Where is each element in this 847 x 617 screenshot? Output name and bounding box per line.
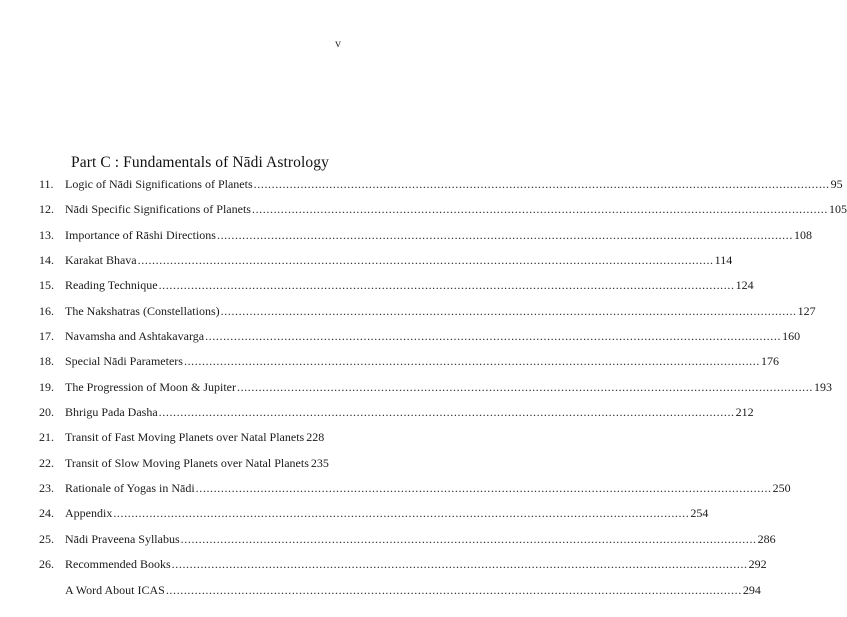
toc-entry [39, 430, 325, 456]
toc-entry-page: 286 [757, 531, 776, 546]
toc-entry-number: 20. [39, 405, 54, 420]
dot-leader: ................................................................................................................................................................ [165, 582, 742, 597]
toc-entry [39, 202, 847, 228]
toc-entry-title: Nādi Specific Significations of Planets [65, 202, 251, 217]
toc-entry-title: Nādi Praveena Syllabus [65, 531, 180, 546]
toc-entry-number: 17. [39, 329, 54, 344]
dot-leader: ................................................................................................................................................................ [236, 379, 813, 394]
toc-entry-title: Importance of Rāshi Directions [65, 227, 216, 242]
toc-entry-title: Transit of Slow Moving Planets over Natal Planets [65, 455, 309, 470]
toc-entry-page: 254 [690, 506, 709, 521]
toc-entry-page: 228 [306, 430, 325, 445]
dot-leader: ................................................................................................................................................................ [195, 481, 772, 496]
dot-leader: ................................................................................................................................................................ [137, 253, 714, 268]
toc-entry-number: 23. [39, 481, 54, 496]
toc-entry [39, 481, 791, 507]
toc-entry-page: 176 [760, 354, 779, 369]
toc-entry-number: 11. [39, 177, 54, 191]
toc-entry-page: 212 [735, 405, 754, 420]
toc-entry-title: Transit of Fast Moving Planets over Natal Planets [65, 430, 305, 445]
toc-entry-number: 22. [39, 455, 54, 470]
toc-entry [39, 506, 709, 532]
toc-entry-page: 250 [772, 481, 791, 496]
dot-leader: ................................................................................................................................................................ [216, 227, 793, 242]
toc-entry-title: Bhrigu Pada Dasha [65, 405, 158, 420]
toc-entry-page: 95 [830, 177, 843, 191]
dot-leader: ................................................................................................................................................................ [180, 531, 757, 546]
dot-leader: ................................................................................................................................................................ [251, 202, 828, 217]
toc-entry-title: A Word About ICAS [65, 582, 165, 597]
toc-entry [39, 227, 812, 254]
dot-leader: ................................................................................................................................................................ [158, 278, 735, 293]
dot-leader: ................................................................................................................................................................ [158, 405, 735, 420]
dot-leader: ................................................................................................................................................................ [171, 557, 748, 572]
dot-leader: ................................................................................................................................................................ [183, 354, 760, 369]
toc-entry-number: 25. [39, 531, 54, 546]
page-marker: v [335, 36, 341, 50]
toc-entry-title: Logic of Nādi Significations of Planets [65, 177, 253, 191]
toc-entry-number: 13. [39, 227, 54, 242]
toc-entry [39, 531, 776, 558]
toc-entry-page: 235 [310, 455, 329, 470]
toc-entry [39, 177, 843, 203]
toc-entry-page: 193 [813, 379, 832, 394]
toc-entry-number: 21. [39, 430, 54, 445]
toc-entry-page: 124 [735, 278, 754, 293]
toc-entry-title: Reading Technique [65, 278, 158, 293]
toc-entry-title: Navamsha and Ashtakavarga [65, 329, 205, 344]
toc-entry-page: 160 [782, 329, 801, 344]
dot-leader: ................................................................................................................................................................ [205, 329, 782, 344]
toc-entry [39, 354, 779, 380]
toc-entry-page: 292 [748, 557, 767, 572]
toc-entry-title: The Nakshatras (Constellations) [65, 303, 220, 318]
toc-entry [39, 253, 733, 279]
toc-entry-page: 105 [828, 202, 847, 217]
toc-entry-page: 108 [793, 227, 812, 242]
toc-entry [39, 278, 754, 304]
toc-entry-page: 114 [714, 253, 733, 268]
toc-entry-title: Special Nādi Parameters [65, 354, 183, 369]
toc-entry-page: 294 [742, 582, 761, 597]
toc-entry [39, 455, 329, 482]
toc-entry-title: Karakat Bhava [65, 253, 137, 268]
toc-entry-number: 14. [39, 253, 54, 268]
toc-entry-number: 16. [39, 303, 54, 318]
toc-entry-number: 26. [39, 557, 54, 572]
table-of-contents [39, 177, 847, 609]
part-title: Part C : Fundamentals of Nādi Astrology [71, 154, 329, 171]
toc-entry-title: The Progression of Moon & Jupiter [65, 379, 236, 394]
toc-entry-number: 18. [39, 354, 54, 369]
toc-entry [39, 582, 761, 609]
toc-entry-title: Rationale of Yogas in Nādi [65, 481, 195, 496]
toc-entry [39, 557, 767, 583]
toc-entry [39, 329, 801, 355]
toc-entry-number: 15. [39, 278, 54, 293]
toc-entry [39, 405, 754, 431]
toc-entry-title: Appendix [65, 506, 113, 521]
toc-entry-number: 19. [39, 379, 54, 394]
dot-leader: ................................................................................................................................................................ [220, 303, 797, 318]
toc-entry [39, 303, 816, 330]
toc-entry-number: 12. [39, 202, 54, 217]
dot-leader: ................................................................................................................................................................ [113, 506, 690, 521]
toc-entry-title: Recommended Books [65, 557, 171, 572]
toc-entry-page: 127 [797, 303, 816, 318]
dot-leader: ................................................................................................................................................................ [253, 177, 830, 191]
toc-entry [39, 379, 832, 406]
toc-entry-number: 24. [39, 506, 54, 521]
